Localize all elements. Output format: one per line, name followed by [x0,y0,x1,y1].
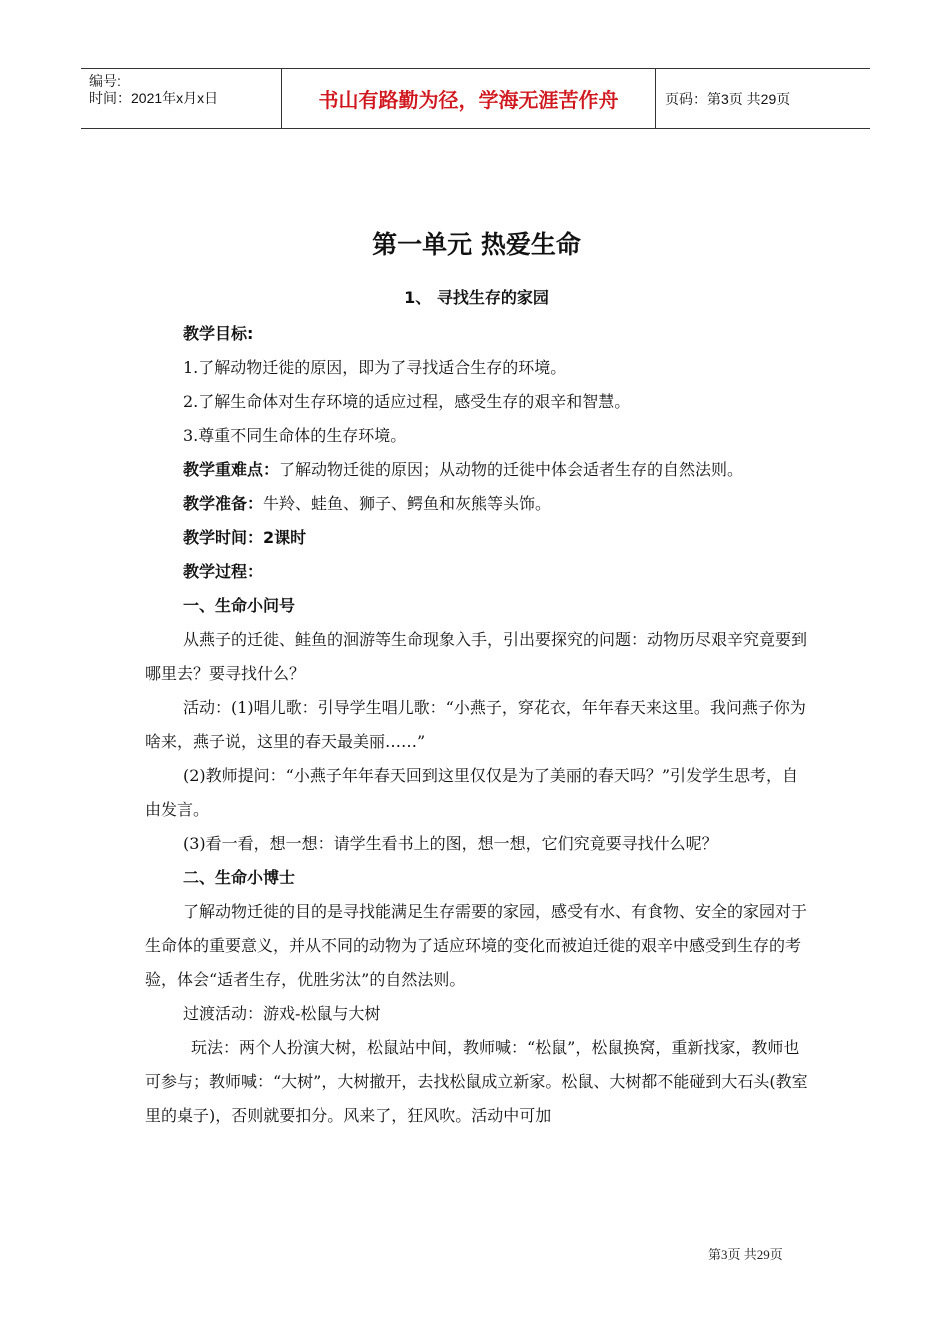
section-1-activity-2: (2)教师提问：“小燕子年年春天回到这里仅仅是为了美丽的春天吗？”引发学生思考，自由发言。 [145,766,799,819]
keypoints-paragraph [145,453,808,487]
section-2-game-rules: 玩法：两个人扮演大树，松鼠站中间，教师喊：“松鼠”，松鼠换窝，重新找家，教师也可参与；教师喊：“大树”，大树撤开，去找松鼠成立新家。松鼠、大树都不能碰到大石头(教室里的桌子)，否则就要扣分。风来了，狂风吹。活动中可加 [145,1038,808,1125]
page-header [81,68,870,129]
objective-2: 2.了解生命体对生存环境的适应过程，感受生存的艰辛和智慧。 [183,392,631,411]
number-label: 编号: [89,73,121,89]
section-1-paragraph-1: 从燕子的迁徙、鲑鱼的洄游等生命现象入手，引出要探究的问题：动物历尽艰辛究竟要到哪里去？要寻找什么？ [145,630,808,683]
prep-text: 牛羚、蛙鱼、狮子、鳄鱼和灰熊等头饰。 [263,494,552,513]
objective-3: 3.尊重不同生命体的生存环境。 [183,426,407,445]
document-body [145,218,808,1133]
section-1-activity-3: (3)看一看，想一想：请学生看书上的图，想一想，它们究竟要寻找什么呢？ [183,834,718,853]
objectives-heading: 教学目标: [183,324,254,343]
section-2-heading: 二、生命小博士 [183,868,296,887]
section-2-transition: 过渡活动：游戏-松鼠与大树 [183,1004,381,1023]
header-meta [81,69,282,128]
section-2-paragraph-1: 了解动物迁徙的目的是寻找能满足生存需要的家园，感受有水、有食物、安全的家园对于生命体的重要意义，并从不同的动物为了适应环境的变化而被迫迁徙的艰辛中感受到生存的考验，体会“适者生存，优胜劣汰”的自然法则。 [145,902,808,989]
section-1-activity-1: 活动：(1)唱儿歌：引导学生唱儿歌：“小燕子，穿花衣，年年春天来这里。我问燕子你为啥来，燕子说，这里的春天最美丽……” [145,698,806,751]
process-heading: 教学过程： [183,562,264,581]
time-label: 时间：2021年x月x日 [89,90,219,106]
keypoints-text: 了解动物迁徙的原因；从动物的迁徙中体会适者生存的自然法则。 [279,460,744,479]
page-footer: 第3页 共29页 [708,1247,783,1262]
objective-1: 1.了解动物迁徙的原因，即为了寻找适合生存的环境。 [183,358,567,377]
header-page-info: 页码：第3页 共29页 [665,90,791,107]
keypoints-label: 教学重难点： [183,460,280,479]
lesson-title: 1、 寻找生存的家园 [404,288,549,307]
unit-title: 第一单元 热爱生命 [372,230,581,259]
header-motto: 书山有路勤为径，学海无涯苦作舟 [282,69,656,128]
prep-paragraph [145,487,808,521]
section-1-heading: 一、生命小问号 [183,596,296,615]
prep-label: 教学准备： [183,494,264,513]
teaching-time: 教学时间：2课时 [183,528,307,547]
